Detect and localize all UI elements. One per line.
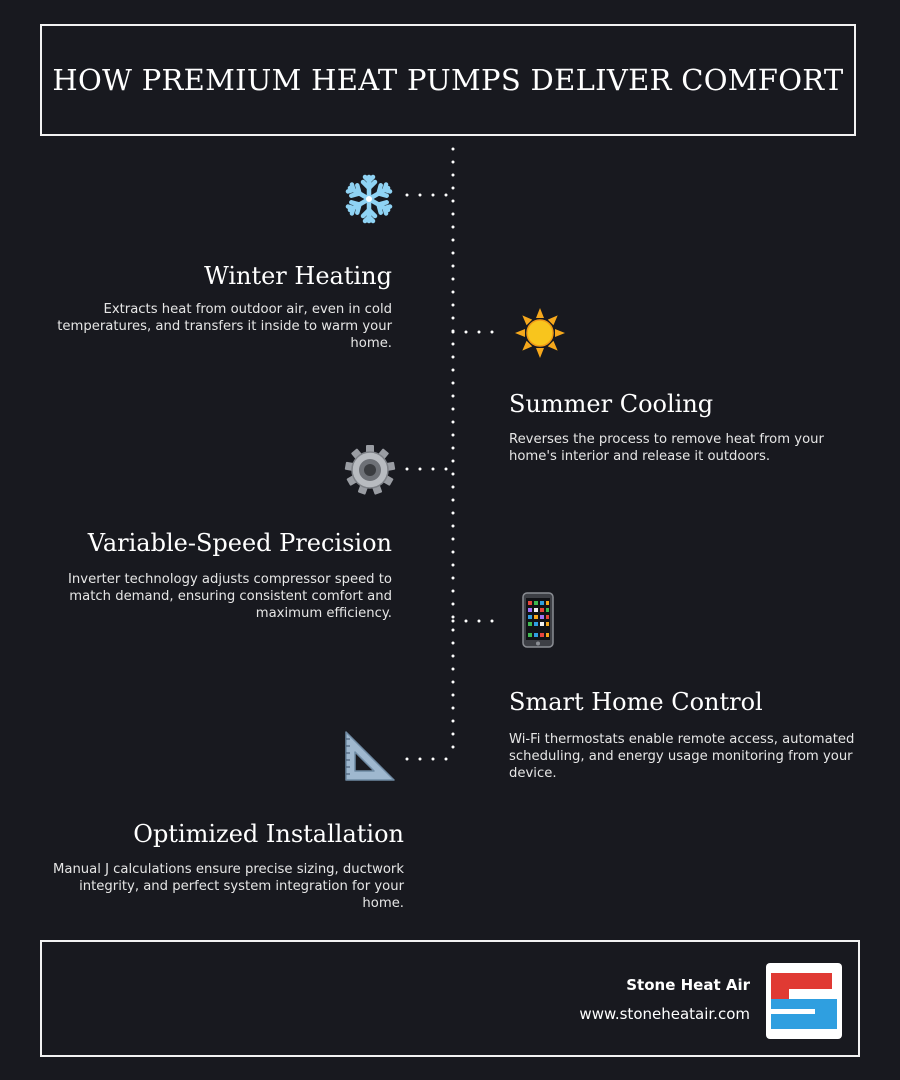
page-title: HOW PREMIUM HEAT PUMPS DELIVER COMFORT (52, 63, 844, 97)
step-title-summer-cooling: Summer Cooling (509, 390, 714, 418)
company-logo (766, 963, 842, 1039)
step-description-winter-heating: Extracts heat from outdoor air, even in cold temperatures, and transfers it inside to warm your home. (57, 302, 392, 351)
triangle-ruler-icon (343, 729, 397, 783)
snowflake-icon (343, 173, 395, 225)
step-description-variable-speed-precision: Inverter technology adjusts compressor speed to match demand, ensuring consistent comfort and maximum efficiency. (68, 572, 392, 621)
smartphone-icon (518, 592, 558, 648)
gear-icon (344, 444, 396, 496)
step-title-smart-home-control: Smart Home Control (509, 688, 763, 716)
step-title-variable-speed-precision: Variable-Speed Precision (87, 529, 392, 557)
footer (40, 940, 860, 1057)
step-description-summer-cooling: Reverses the process to remove heat from your home's interior and release it outdoors. (509, 432, 824, 464)
step-title-winter-heating: Winter Heating (204, 262, 392, 290)
step-title-optimized-installation: Optimized Installation (133, 820, 404, 848)
step-description-optimized-installation: Manual J calculations ensure precise sizing, ductwork integrity, and perfect system integration for your home. (52, 862, 404, 911)
company-website-link[interactable]: www.stoneheatair.com (579, 1005, 750, 1023)
company-name: Stone Heat Air (626, 976, 750, 994)
step-description-smart-home-control: Wi-Fi thermostats enable remote access, automated scheduling, and energy usage monitoring from your device. (509, 732, 855, 781)
sun-icon (514, 307, 566, 359)
